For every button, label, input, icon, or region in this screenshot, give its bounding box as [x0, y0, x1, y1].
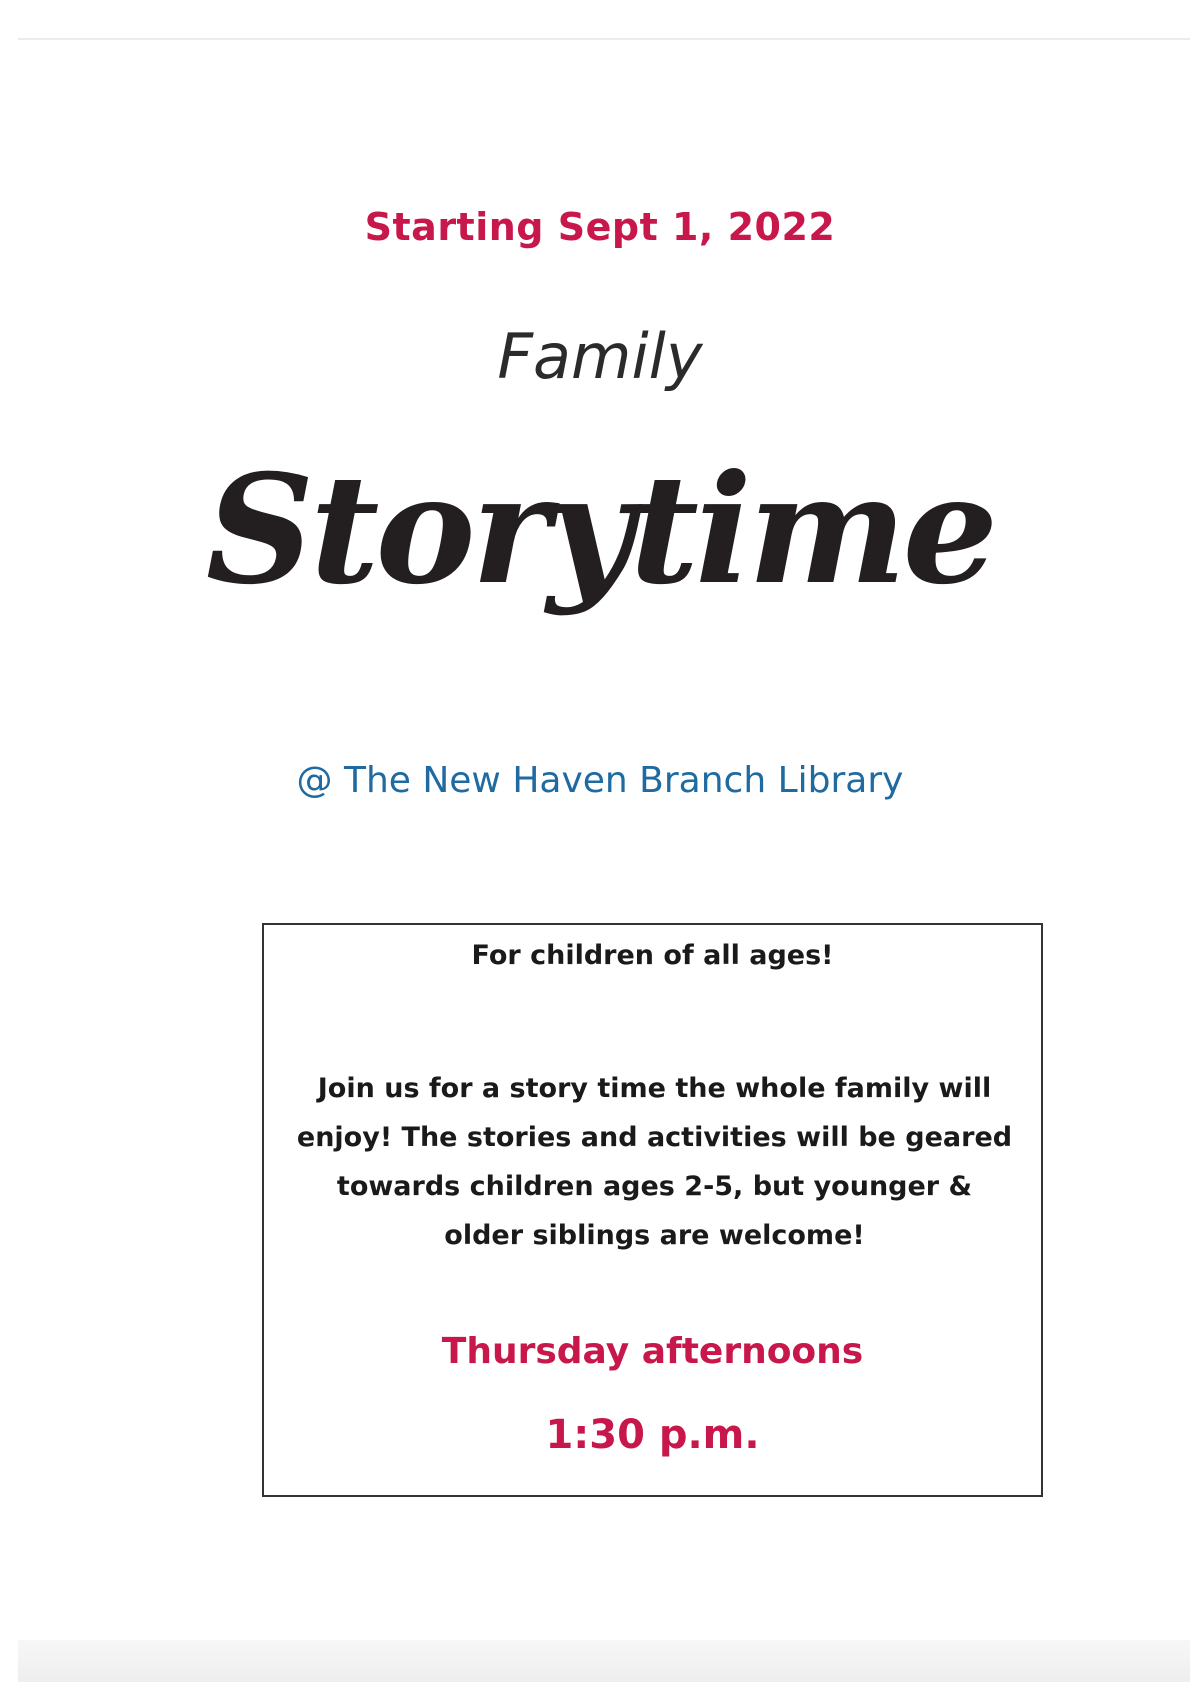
audience-line: For children of all ages! — [471, 940, 834, 971]
info-box — [262, 923, 1043, 1497]
scan-edge-bottom — [18, 1640, 1190, 1682]
scan-edge-top — [18, 38, 1190, 40]
schedule-day: Thursday afternoons — [441, 1331, 864, 1372]
description-paragraph: Join us for a story time the whole family will enjoy! The stories and activities will be geared towards children ages 2-5, but younger & older siblings are welcome! — [296, 1073, 1013, 1251]
start-date: Starting Sept 1, 2022 — [364, 205, 836, 249]
venue-line: @ The New Haven Branch Library — [296, 760, 904, 801]
schedule-time: 1:30 p.m. — [545, 1412, 760, 1458]
title-family: Family — [497, 320, 703, 393]
title-storytime: Storytime — [205, 442, 995, 618]
